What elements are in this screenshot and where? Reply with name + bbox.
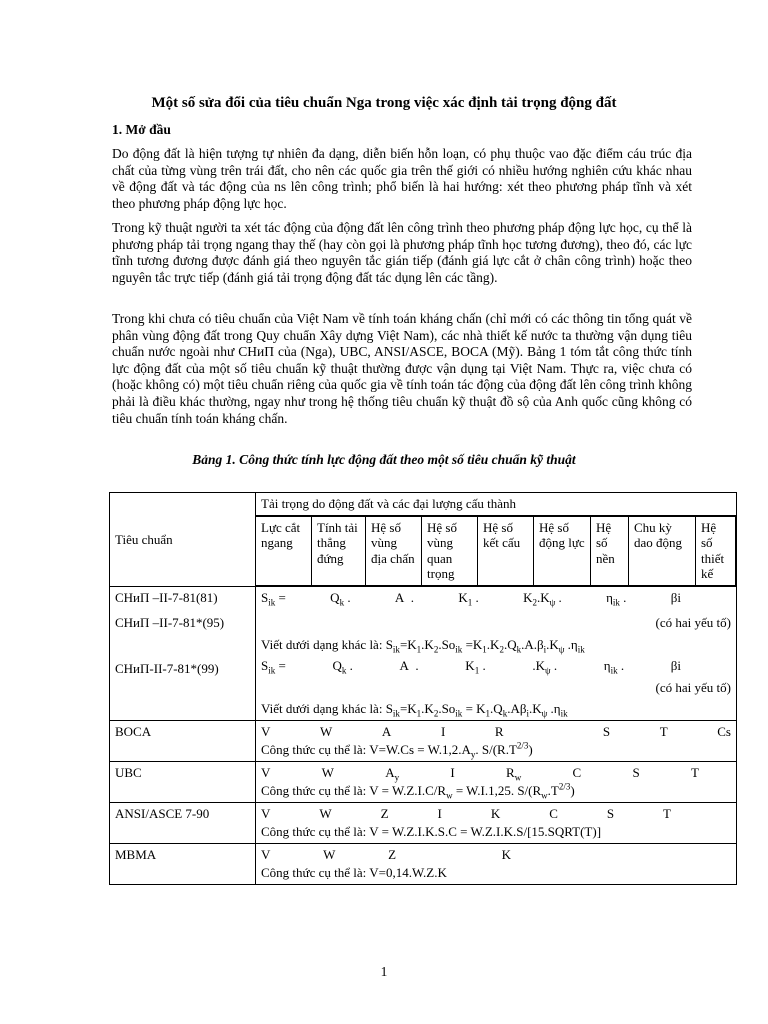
snip-99-note: (có hai yếu tố)	[655, 679, 731, 695]
boca-name: BOCA	[110, 720, 256, 761]
ansi-cell	[256, 802, 737, 843]
mbma-name: MBMA	[110, 843, 256, 884]
boca-formula: Công thức cụ thể là: $V=W.Cs = W.1,2.A_y$. $S/(R.T^{2/3})$	[261, 740, 533, 760]
paragraph-1: Do động đất là hiện tượng tự nhiên đa dạng, diễn biến hỗn loạn, có phụ thuộc vao đặc điểm cáu trúc địa chất của từng vùng trên trái đất, cho nên các quốc gia trên thế giới có nhiều hướng nghiên cứu khác nhau về động đất và tác động của ns lên công trình; phổ biến là hai hướng: xét theo phương pháp tĩnh và xét theo phương pháp động lực học.	[112, 146, 692, 211]
snip-81: CHиП –II-7-81(81)	[115, 589, 218, 605]
ubc-vars: V W $A_y$ I $R_w$ C S T	[261, 764, 699, 783]
subheader-importance: Hệ số vùng quan trọng	[422, 516, 478, 585]
subheader-shear: Lực cắt ngang	[256, 516, 312, 585]
snip-formulas	[256, 586, 737, 720]
ubc-cell	[256, 761, 737, 802]
snip-99-other-form: Viết dưới dạng khác là: $S_{ik}=K_1.K_2.So_{ik} = K_1.Q_k.A\beta_i.K_\psi$ $.\eta_{ik}$	[261, 701, 568, 719]
subheader-soil: Hệ số nền	[591, 516, 629, 585]
page-title: Một số sửa đổi của tiêu chuẩn Nga trong việc xác định tải trọng động đất	[151, 95, 617, 111]
snip-names	[110, 586, 256, 720]
section-heading: 1. Mở đầu	[112, 122, 171, 137]
ansi-formula: Công thức cụ thể là: V = W.Z.I.K.S.C = W.Z.I.K.S/[15.SQRT(T)]	[261, 824, 602, 839]
ubc-formula: Công thức cụ thể là: $V = W.Z.I.C/R_w = W.I.1,25$. $S/(R_w.T^{2/3})$	[261, 781, 575, 801]
snip-99-formula: $S_{ik}$ = $Q_k$ . A . $K_1$ . $.K_\psi$ . $\eta_{ik}$ . βi	[261, 658, 681, 676]
mbma-cell	[256, 843, 737, 884]
boca-cell	[256, 720, 737, 761]
paragraph-2: Trong kỹ thuật người ta xét tác động của động đất lên công trình theo phương pháp động lực học, cụ thể là phương pháp tải trọng ngang thay thế (hay còn gọi là phương pháp tĩnh học tương đương), theo đó, các lực tĩnh tương đương được đánh giá theo nguyên tắc gián tiếp (đánh giá lực cắt ở chân công trình) hoặc theo nguyên tắc trực tiếp (đánh giá tải trọng động đất tác dụng lên các tầng).	[112, 220, 692, 285]
subheader-row	[256, 516, 736, 586]
header-group: Tải trọng do động đất và các đại lượng cấu thành	[256, 493, 737, 516]
subheader-dead-load: Tính tải thẳng đứng	[312, 516, 366, 585]
header-standard: Tiêu chuẩn	[110, 493, 256, 587]
ansi-name: ANSI/ASCE 7-90	[110, 802, 256, 843]
subheader-period: Chu kỳ dao động	[629, 516, 696, 585]
boca-vars: V W A I R S T Cs	[261, 723, 731, 739]
mbma-vars: V W Z K	[261, 846, 511, 862]
subheader-dynamic: Hệ số động lực	[534, 516, 591, 585]
snip-95-note: (có hai yếu tố)	[655, 615, 731, 630]
snip-95: CHиП –II-7-81*(95)	[115, 615, 225, 630]
page-number: 1	[380, 964, 388, 979]
mbma-formula: Công thức cụ thể là: V=0,14.W.Z.K	[261, 865, 447, 880]
subheader-design: Hệ số thiết kế	[696, 516, 736, 585]
paragraph-3: Trong khi chưa có tiêu chuẩn của Việt Nam về tính toán kháng chấn (chỉ mới có các thông tin tổng quát về phân vùng động đất trong Quy chuẩn Xây dựng Việt Nam), các nhà thiết kế nước ta thường vận dụng tiêu chuẩn nước ngoài như CHиП của (Nga), UBC, ANSI/ASCE, BOCA (Mỹ). Bảng 1 tóm tắt công thức tính lực động đất của một số tiêu chuẩn kỹ thuật thường được vận dụng tại Việt Nam. Thực ra, việc chưa có (hoặc không có) một tiêu chuẩn riêng của quốc gia về tính toán tác động của động đất lên công trình không phải là điều khác thường, ngay như trong hệ thống tiêu chuẩn kỹ thuật đồ sộ của Anh quốc cũng không có tiêu chuẩn tính toán kháng chấn.	[112, 311, 692, 426]
standards-table	[109, 492, 737, 885]
snip-99: CHиП-II-7-81*(99)	[115, 660, 219, 676]
snip-81-formula: $S_{ik}$ = $Q_k$ . A . $K_1$ . $K_2.K_\psi$ . $\eta_{ik}$ . βi	[261, 589, 681, 608]
subheader-zone: Hệ số vùng địa chấn	[366, 516, 422, 585]
snip-95-other-form: Viết dưới dạng khác là: $S_{ik}=K_1.K_2.So_{ik} =K_1.K_2.Q_k.A.\beta_i.K_\psi$ $.\eta_{ik}$	[261, 636, 585, 655]
ansi-vars: V W Z I K C S T	[261, 805, 671, 821]
subheader-structure: Hệ số kết cấu	[478, 516, 534, 585]
table-caption: Bảng 1. Công thức tính lực động đất theo một số tiêu chuẩn kỹ thuật	[192, 452, 576, 467]
ubc-name: UBC	[110, 761, 256, 802]
